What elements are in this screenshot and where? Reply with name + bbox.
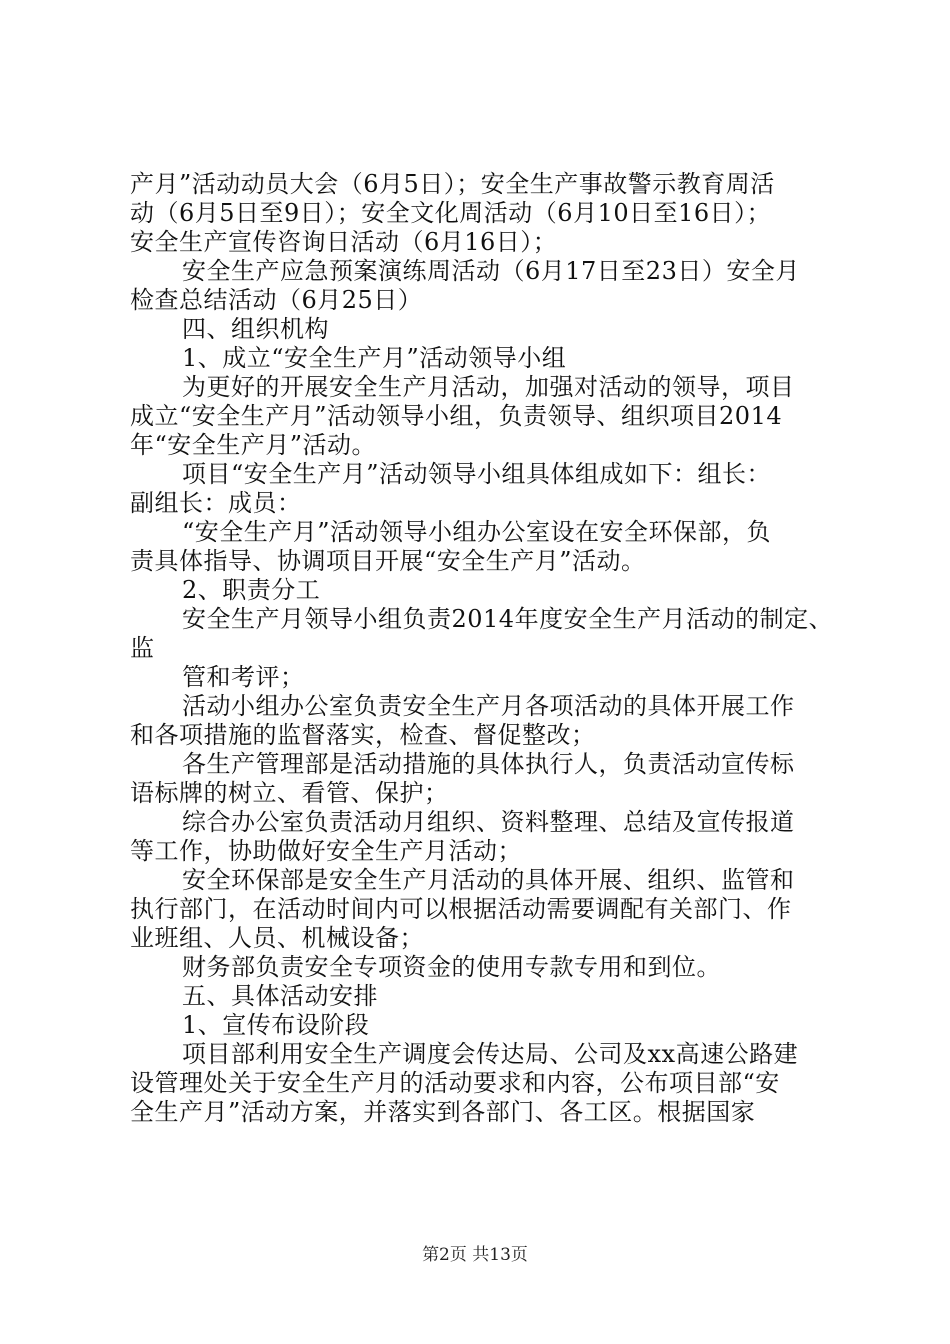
text-line: 2、职责分工 [182,576,321,604]
text-line: 动（6月5日至9日）；安全文化周活动（6月10日至16日）； [130,199,772,227]
text-line: 五、具体活动安排 [182,982,378,1010]
document-body [130,170,850,1127]
text-line: 监 [130,634,155,662]
page-footer [0,1244,950,1266]
text-line: 执行部门，在活动时间内可以根据活动需要调配有关部门、作 [130,895,792,923]
text-line: 成立“安全生产月”活动领导小组，负责领导、组织项目2014 [130,402,783,430]
text-line: 和各项措施的监督落实，检查、督促整改； [130,721,596,749]
text-line: 等工作，协助做好安全生产月活动； [130,837,522,865]
text-line: 项目“安全生产月”活动领导小组具体组成如下：组长： [182,460,772,488]
text-line: 安全环保部是安全生产月活动的具体开展、组织、监管和 [182,866,795,894]
text-line: 财务部负责安全专项资金的使用专款专用和到位。 [182,953,721,981]
text-line: “安全生产月”活动领导小组办公室设在安全环保部，负 [182,518,772,546]
text-line: 安全生产宣传咨询日活动（6月16日）； [130,228,558,256]
text-line: 四、组织机构 [182,315,329,343]
page-number-label: 第2页 共13页 [422,1245,528,1265]
text-line: 1、宣传布设阶段 [182,1011,370,1039]
text-line: 为更好的开展安全生产月活动，加强对活动的领导，项目 [182,373,795,401]
text-line: 各生产管理部是活动措施的具体执行人，负责活动宣传标 [182,750,795,778]
text-line: 项目部利用安全生产调度会传达局、公司及xx高速公路建 [182,1040,799,1068]
text-line: 业班组、人员、机械设备； [130,924,424,952]
text-line: 活动小组办公室负责安全生产月各项活动的具体开展工作 [182,692,795,720]
text-line: 安全生产应急预案演练周活动（6月17日至23日）安全月 [182,257,800,285]
text-line: 设管理处关于安全生产月的活动要求和内容，公布项目部“安 [130,1069,780,1097]
text-line: 产月”活动动员大会（6月5日）；安全生产事故警示教育周活 [130,170,775,198]
text-line: 检查总结活动（6月25日） [130,286,423,314]
text-line: 综合办公室负责活动月组织、资料整理、总结及宣传报道 [182,808,795,836]
text-line: 全生产月”活动方案，并落实到各部门、各工区。根据国家 [130,1098,756,1126]
text-line: 副组长：成员： [130,489,302,517]
text-line: 年“安全生产月”活动。 [130,431,377,459]
text-line: 语标牌的树立、看管、保护； [130,779,449,807]
text-line: 责具体指导、协调项目开展“安全生产月”活动。 [130,547,646,575]
text-line: 安全生产月领导小组负责2014年度安全生产月活动的制定、 [182,605,834,633]
text-line: 1、成立“安全生产月”活动领导小组 [182,344,567,372]
text-line: 管和考评； [182,663,305,691]
